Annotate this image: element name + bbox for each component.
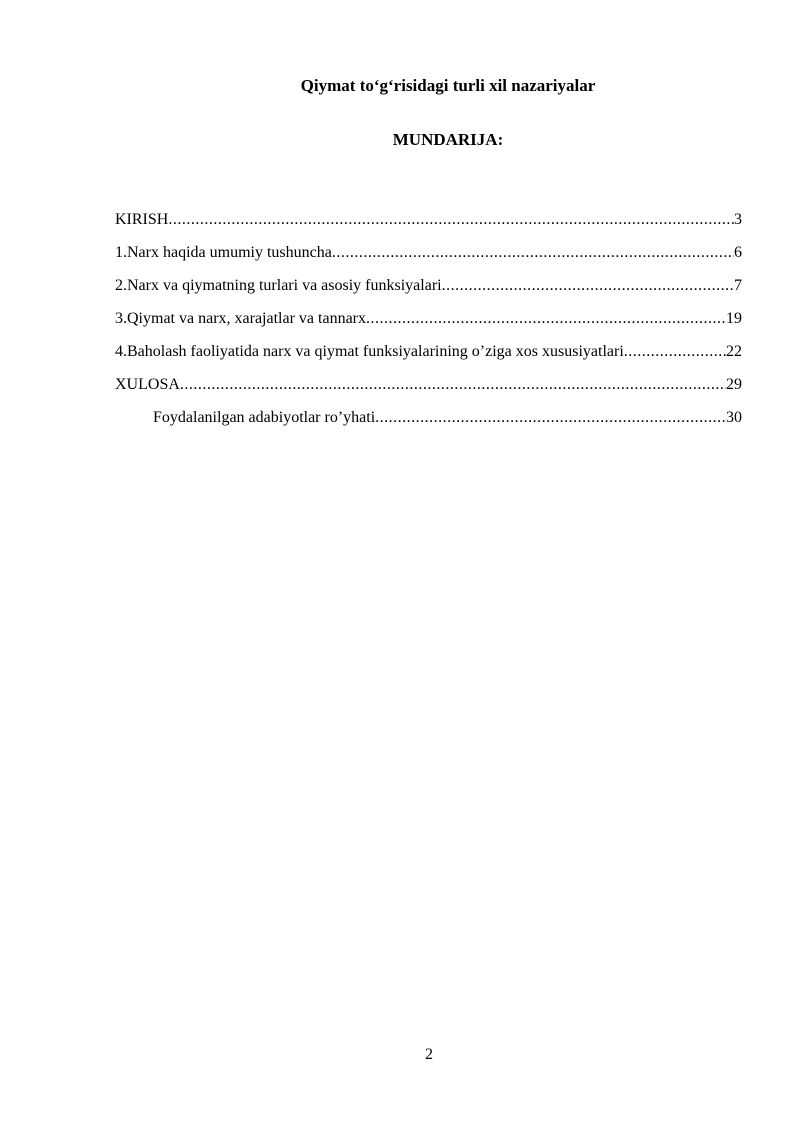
toc-entry-page: 7 [734,277,742,294]
toc-entry-label: XULOSA [115,376,180,393]
toc-entry-page: 6 [734,244,742,261]
toc-entry-2 [115,277,742,310]
toc-entry-page: 30 [726,409,742,426]
toc-entry-page: 29 [726,376,742,393]
toc-entry-4 [115,343,742,376]
toc-entry-label: 2.Narx va qiymatning turlari va asosiy funksiyalari [115,277,442,294]
toc-entry-label: 3.Qiymat va narx, xarajatlar va tannarx [115,310,366,327]
toc-entry-label: KIRISH [115,211,169,228]
toc-dot-leader [168,211,734,229]
toc-dot-leader [180,376,726,394]
page-number: 2 [425,1046,433,1063]
toc-dot-leader [375,409,726,427]
toc-entry-xulosa [115,376,742,409]
toc-entry-3 [115,310,742,343]
toc-dot-leader [624,343,726,361]
toc-entry-label: 4.Baholash faoliyatida narx va qiymat funksiyalarining o’ziga xos xususiyatlari [115,343,624,360]
toc-entry-kirish [115,211,742,244]
toc-heading: MUNDARIJA: [392,130,504,149]
toc-dot-leader [442,277,734,295]
toc-entry-1 [115,244,742,277]
table-of-contents [115,211,742,442]
toc-entry-page: 22 [726,343,742,360]
toc-entry-page: 19 [726,310,742,327]
toc-entry-label: 1.Narx haqida umumiy tushuncha [115,244,332,261]
toc-dot-leader [366,310,726,328]
toc-dot-leader [332,244,734,262]
document-title: Qiymat to‘g‘risidagi turli xil nazariyalar [300,76,596,95]
toc-entry-page: 3 [734,211,742,228]
toc-entry-label: Foydalanilgan adabiyotlar ro’yhati [153,409,376,426]
toc-entry-references [115,409,742,442]
